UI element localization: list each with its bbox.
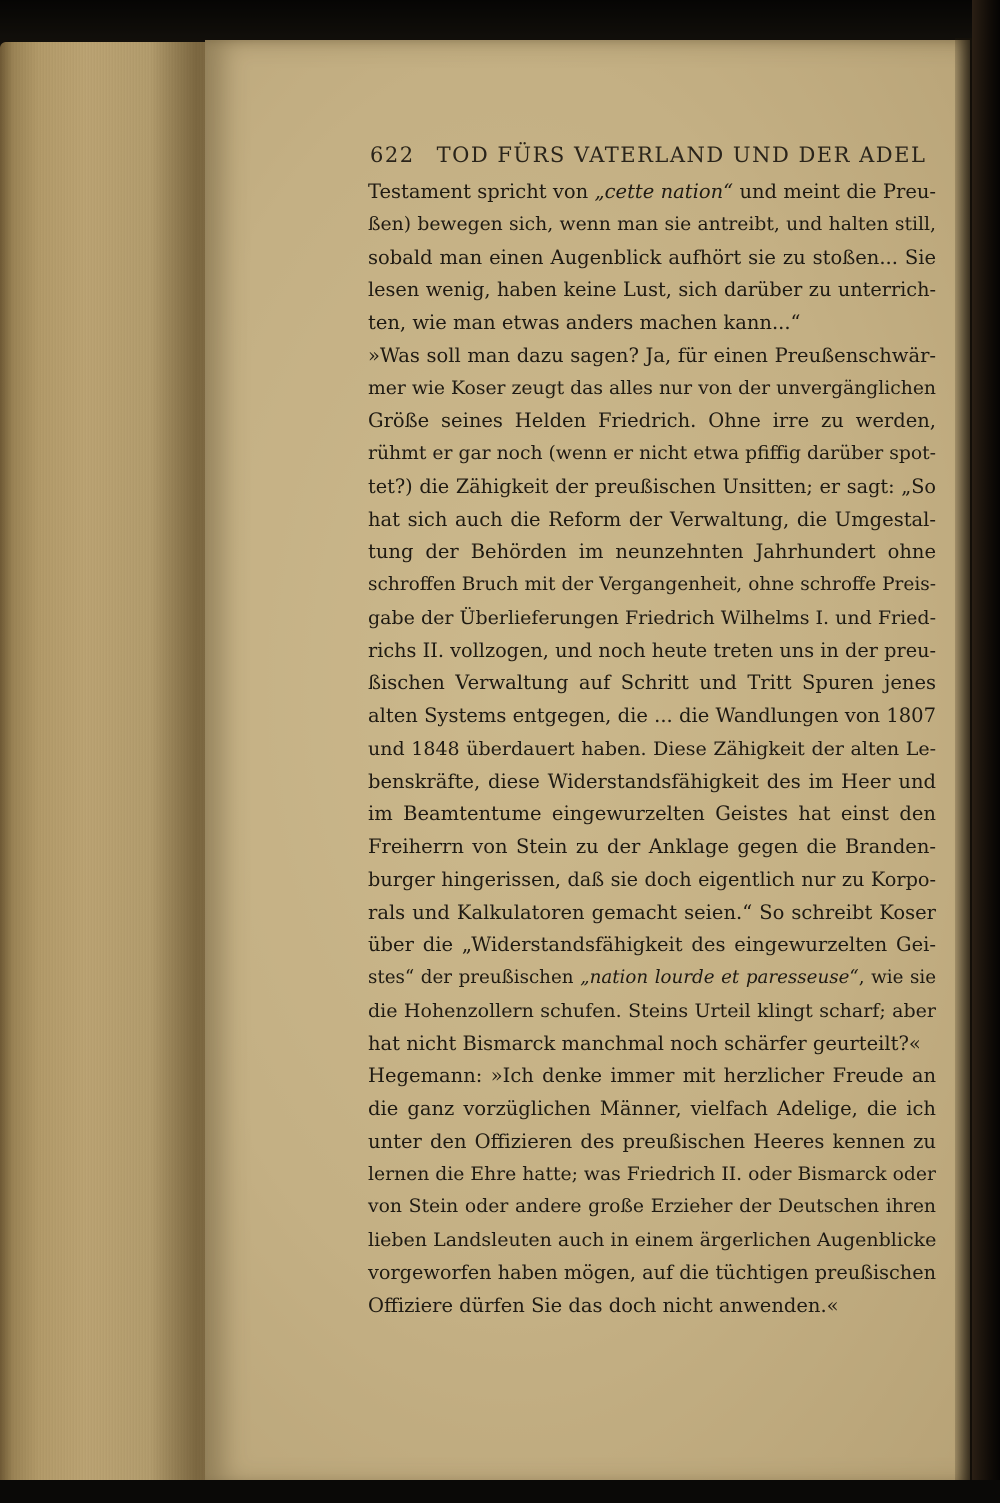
- text-line: [368, 1290, 936, 1323]
- text-line: [368, 274, 936, 307]
- text-line: [368, 831, 936, 864]
- text-run: und 1848 überdauert haben. Diese Zähigkeit der alten Le-: [368, 737, 936, 760]
- text-line: [368, 1060, 936, 1093]
- text-run: rals und Kalkulatoren gemacht seien.“ So schreibt Koser: [368, 900, 936, 924]
- text-run: benskräfte, diese Widerstandsfähigkeit des im Heer und: [368, 769, 936, 793]
- text-line: [368, 864, 936, 897]
- text-run: vorgeworfen haben mögen, auf die tüchtigen preußischen: [368, 1260, 936, 1284]
- text-run: hat sich auch die Reform der Verwaltung, die Umgestal-: [368, 507, 936, 531]
- text-line: [368, 1126, 936, 1159]
- text-run: Offiziere dürfen Sie das doch nicht anwenden.«: [368, 1293, 839, 1317]
- text-line: [368, 209, 936, 242]
- text-line: [368, 1191, 936, 1224]
- text-run: mer wie Koser zeugt das alles nur von der unvergänglichen: [368, 377, 936, 399]
- text-line: [368, 995, 936, 1028]
- text-run: Freiherrn von Stein zu der Anklage gegen die Branden-: [368, 835, 936, 858]
- text-run: tung der Behörden im neunzehnten Jahrhundert ohne: [368, 540, 936, 564]
- text-run: ßen) bewegen sich, wenn man sie antreibt, und halten still,: [368, 213, 936, 235]
- text-run: Hegemann: »Ich denke immer mit herzlicher Freude an: [368, 1064, 936, 1088]
- text-run: unter den Offizieren des preußischen Heeres kennen zu: [368, 1129, 936, 1153]
- text-run: die Hohenzollern schufen. Steins Urteil klingt scharf; aber: [368, 999, 936, 1022]
- text-line: [368, 733, 936, 766]
- text-line: [368, 929, 936, 962]
- text-line: [368, 635, 936, 668]
- text-run: Größe seines Helden Friedrich. Ohne irre zu werden,: [368, 409, 936, 433]
- text-line: [368, 1028, 936, 1061]
- text-line: [368, 1224, 936, 1257]
- text-run: gabe der Überlieferungen Friedrich Wilhelms I. und Fried-: [368, 606, 936, 629]
- text-run: lieben Landsleuten auch in einem ärgerlichen Augenblicke: [368, 1229, 937, 1251]
- text-run: ßischen Verwaltung auf Schritt und Tritt Spuren jenes: [368, 671, 936, 695]
- text-line: [368, 504, 936, 537]
- text-run: Testament spricht von: [368, 180, 595, 203]
- text-run: sobald man einen Augenblick aufhört sie zu stoßen... Sie: [368, 245, 936, 269]
- page-number: 622: [370, 143, 415, 167]
- text-line: [368, 536, 936, 569]
- text-line: [368, 667, 936, 700]
- text-line: [368, 307, 936, 340]
- text-run: hat nicht Bismarck manchmal noch schärfer geurteilt?«: [368, 1031, 921, 1055]
- text-line: [368, 373, 936, 406]
- text-run: über die „Widerstandsfähigkeit des eingewurzelten Gei-: [368, 933, 936, 957]
- running-head-title: TOD FÜRS VATERLAND UND DER ADEL: [436, 143, 927, 167]
- text-run: die ganz vorzüglichen Männer, vielfach Adelige, die ich: [368, 1097, 936, 1120]
- text-run: stes“ der preußischen: [368, 967, 581, 988]
- scan-background-bottom: [0, 1480, 1000, 1503]
- text-run: von Stein oder andere große Erzieher der Deutschen ihren: [368, 1196, 936, 1218]
- text-run: alten Systems entgegen, die ... die Wandlungen von 1807: [368, 704, 936, 727]
- text-line: [368, 766, 936, 799]
- text-run: lernen die Ehre hatte; was Friedrich II. oder Bismarck oder: [368, 1163, 936, 1185]
- text-line: [368, 405, 936, 438]
- text-run: lesen wenig, haben keine Lust, sich darüber zu unterrich-: [368, 278, 936, 302]
- text-run: im Beamtentume eingewurzelten Geistes hat einst den: [368, 802, 936, 826]
- text-line: [368, 700, 936, 733]
- text-line: [368, 242, 936, 275]
- text-line: [368, 798, 936, 831]
- text-run: schroffen Bruch mit der Vergangenheit, ohne schroffe Preis-: [368, 574, 936, 595]
- text-run: und meint die Preu-: [733, 180, 937, 203]
- body-text: [368, 176, 936, 1322]
- running-head: [370, 143, 926, 167]
- text-line: [368, 897, 936, 930]
- text-line: [368, 602, 936, 635]
- text-line: [368, 1093, 936, 1126]
- binding-edge: [972, 0, 1000, 1503]
- text-line: [368, 438, 936, 471]
- text-run: tet?) die Zähigkeit der preußischen Unsitten; er sagt: „So: [368, 474, 936, 498]
- text-line: [368, 176, 936, 209]
- text-line: [368, 1159, 936, 1192]
- text-line: [368, 962, 936, 995]
- text-run: richs II. vollzogen, und noch heute treten uns in der preu-: [368, 638, 936, 662]
- text-line: [368, 1257, 936, 1290]
- text-run: ten, wie man etwas anders machen kann...“: [368, 311, 801, 334]
- text-line: [368, 569, 936, 602]
- text-run: rühmt er gar noch (wenn er nicht etwa pfiffig darüber spot-: [368, 443, 936, 464]
- text-line: [368, 340, 936, 373]
- italic-quote: „cette nation“: [594, 180, 734, 203]
- text-run: , wie sie: [858, 967, 936, 988]
- text-line: [368, 471, 936, 504]
- text-run: burger hingerissen, daß sie doch eigentlich nur zu Korpo-: [368, 867, 936, 891]
- text-run: »Was soll man dazu sagen? Ja, für einen Preußenschwär-: [368, 343, 936, 367]
- italic-quote: „nation lourde et paresseuse“: [580, 967, 859, 988]
